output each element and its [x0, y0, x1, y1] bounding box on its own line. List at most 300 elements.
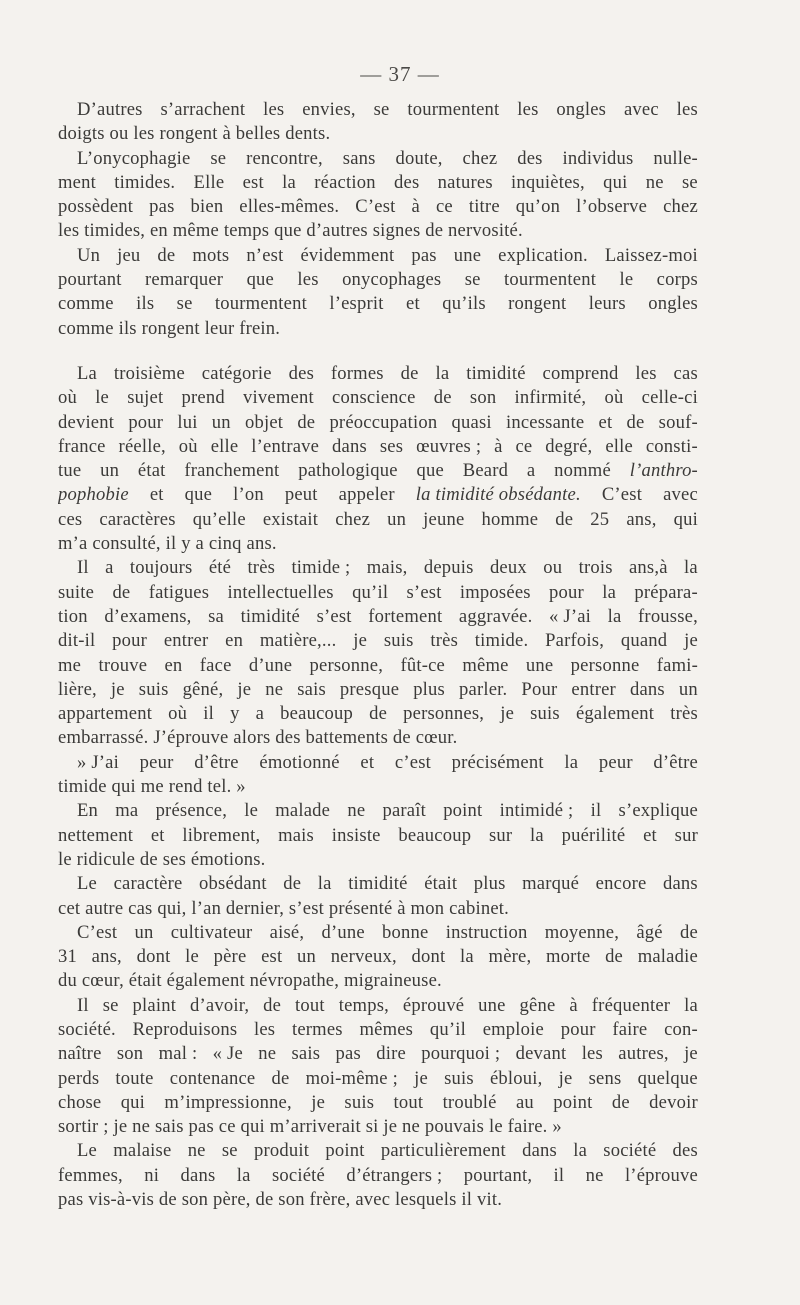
text-line	[58, 1188, 698, 1212]
word: je	[684, 1043, 698, 1065]
word: qu’elle	[192, 508, 246, 530]
text-line	[58, 775, 698, 799]
word: dans	[522, 1140, 557, 1162]
word: corps	[656, 269, 698, 291]
text-line	[58, 147, 698, 171]
word: de	[400, 362, 419, 384]
word: s’arrachent	[160, 99, 246, 120]
text-line	[58, 848, 698, 872]
word: qu’on	[515, 196, 561, 218]
line-text: sortir ; je ne sais pas ce qui m’arriverait si je ne pouvais le faire. »	[58, 1116, 562, 1138]
word: fatigues	[148, 581, 210, 603]
word: société	[271, 1164, 325, 1186]
word: de	[433, 387, 452, 409]
word: y	[230, 703, 240, 725]
word: les	[635, 362, 657, 384]
word: se	[102, 994, 119, 1016]
word: les	[581, 1043, 603, 1065]
word: depuis	[423, 557, 474, 579]
word: toujours	[129, 557, 193, 579]
word: bonne	[382, 921, 429, 943]
word: de	[605, 946, 624, 968]
word: possèdent	[58, 196, 134, 218]
word: de	[626, 411, 645, 433]
word: les	[297, 269, 319, 291]
word: et	[150, 824, 165, 846]
body-text	[58, 98, 698, 1212]
word: n’est	[246, 244, 284, 266]
text-line	[58, 1018, 698, 1042]
word: sans	[342, 147, 376, 169]
word: Parfois,	[545, 630, 605, 652]
word: ans,à	[628, 557, 668, 579]
word: à	[411, 196, 420, 218]
word: la	[460, 946, 474, 968]
word: sais	[297, 678, 326, 700]
word: formes	[330, 362, 384, 384]
word: fréquenter	[591, 994, 671, 1016]
text-line	[58, 799, 698, 823]
word: prépara-	[634, 581, 698, 603]
word: timidité	[348, 873, 408, 895]
line-text: embarrassé. J’éprouve alors des battements de cœur.	[58, 727, 458, 749]
text-line	[58, 386, 698, 410]
word: ne	[585, 1164, 604, 1186]
word: pophobie	[58, 484, 129, 506]
text-line	[58, 122, 698, 146]
word: bien	[190, 196, 224, 218]
text-line	[58, 581, 698, 605]
word: timides.	[114, 171, 176, 193]
word: éprouvé	[402, 994, 465, 1016]
word: ni	[144, 1164, 160, 1186]
word: » J’ai	[77, 751, 119, 773]
word: quelque	[637, 1067, 698, 1089]
word: doute,	[395, 147, 443, 169]
word: D’autres	[77, 99, 143, 120]
word: ce	[435, 196, 453, 218]
word: existait	[262, 508, 319, 530]
word: la	[236, 1164, 251, 1186]
word: l’on	[233, 484, 264, 506]
word: en	[164, 654, 183, 676]
word: le	[95, 387, 110, 409]
word: 31	[58, 946, 77, 968]
word: sa	[208, 605, 224, 627]
word: ongles	[556, 99, 607, 120]
word: la	[573, 1140, 588, 1162]
word: la timidité obsédante.	[415, 484, 581, 506]
word: perds	[58, 1067, 100, 1089]
word: homme	[481, 508, 539, 530]
word: qu’il	[429, 1018, 466, 1040]
word: pas	[335, 1043, 361, 1065]
word: avec	[623, 99, 659, 120]
word: où	[168, 703, 188, 725]
word: se	[176, 293, 193, 315]
word: mêmes	[359, 1018, 414, 1040]
word: rongent	[508, 293, 567, 315]
word: préoccupation	[329, 411, 438, 433]
text-line	[58, 508, 698, 532]
word: à	[494, 435, 503, 457]
word: un	[211, 411, 231, 433]
word: chez	[335, 508, 371, 530]
word: au	[515, 1091, 534, 1113]
word: été	[208, 557, 232, 579]
word: réaction	[314, 171, 376, 193]
word: con-	[664, 1018, 698, 1040]
word: dans	[629, 678, 665, 700]
word: infirmité,	[514, 387, 587, 409]
word: produit	[254, 1140, 310, 1162]
word: personnes,	[403, 703, 485, 725]
line-text: doigts ou les rongent à belles dents.	[58, 123, 331, 145]
word: et	[360, 751, 375, 773]
word: la	[602, 581, 617, 603]
word: société	[603, 1140, 657, 1162]
word: sais	[291, 1043, 321, 1065]
word: Reproduisons	[132, 1018, 238, 1040]
word: devient	[58, 411, 115, 433]
word: m’impressionne,	[164, 1091, 292, 1113]
word: peut	[284, 484, 318, 506]
word: elle	[210, 435, 239, 457]
word: son	[116, 1043, 144, 1065]
word: individus	[562, 147, 634, 169]
text-line	[58, 219, 698, 243]
word: timide.	[474, 630, 529, 652]
word: ans,	[626, 508, 657, 530]
word: incessante	[505, 411, 585, 433]
word: je	[684, 630, 698, 652]
text-line	[58, 969, 698, 993]
word: ans,	[91, 946, 122, 968]
word: de	[283, 873, 302, 895]
word: C’est	[355, 196, 396, 218]
word: fortement	[368, 605, 443, 627]
word: ne	[265, 678, 284, 700]
word: et	[643, 824, 657, 846]
word: je	[237, 678, 252, 700]
word: très	[430, 630, 459, 652]
word: je	[353, 630, 368, 652]
word: onycophages	[342, 269, 442, 291]
text-line	[58, 945, 698, 969]
line-text: le ridicule de ses émotions.	[58, 848, 266, 870]
word: dire	[376, 1043, 406, 1065]
word: chez	[663, 196, 698, 218]
word: suis	[138, 678, 169, 700]
word: intellectuelles	[227, 581, 334, 603]
word: suite	[58, 581, 95, 603]
word: timidité	[240, 605, 301, 627]
word: le	[244, 800, 259, 822]
word: dans	[180, 1164, 216, 1186]
word: trouve	[98, 654, 148, 676]
text-line	[58, 872, 698, 896]
word: présence,	[155, 800, 228, 822]
word: envies,	[302, 99, 356, 120]
page-number: — 37 —	[360, 62, 440, 86]
word: qui	[603, 171, 628, 193]
word: très	[670, 703, 698, 725]
word: parler.	[459, 678, 508, 700]
word: timidité	[466, 362, 526, 384]
word: son	[469, 387, 497, 409]
word: la	[684, 557, 698, 579]
word: une	[478, 994, 506, 1016]
word: dont	[411, 946, 446, 968]
word: librement,	[182, 824, 261, 846]
line-text: timide qui me rend tel. »	[58, 776, 246, 798]
word: ne	[187, 1140, 206, 1162]
word: aggravée.	[458, 605, 533, 627]
word: avec	[663, 484, 698, 506]
word: de	[555, 508, 574, 530]
word: comprend	[542, 362, 619, 384]
word: nerveux,	[330, 946, 397, 968]
word: d’étrangers ;	[346, 1164, 443, 1186]
word: des	[517, 147, 543, 169]
word: dans	[662, 873, 698, 895]
word: lière,	[58, 678, 97, 700]
word: était	[424, 873, 458, 895]
word: femmes,	[58, 1164, 123, 1186]
word: qu’ils	[442, 293, 486, 315]
word: de	[271, 1067, 290, 1089]
word: les	[676, 99, 698, 120]
word: une	[525, 654, 554, 676]
word: que	[416, 460, 444, 482]
text-line	[58, 1139, 698, 1163]
word: dont	[136, 946, 171, 968]
text-line	[58, 195, 698, 219]
word: et	[406, 293, 420, 315]
text-line	[58, 292, 698, 316]
word: trois	[578, 557, 613, 579]
word: deux	[489, 557, 527, 579]
word: de	[369, 703, 388, 725]
word: L’onycophagie	[77, 147, 191, 169]
text-line	[58, 897, 698, 921]
word: matière,...	[259, 630, 337, 652]
word: s’explique	[618, 800, 698, 822]
word: que	[184, 484, 213, 506]
word: émotionné	[259, 751, 340, 773]
line-text: pas vis-à-vis de son père, de son frère, avec lesquels il vit.	[58, 1189, 503, 1211]
text-line	[58, 702, 698, 726]
word: entrer	[571, 678, 616, 700]
word: contenance	[169, 1067, 256, 1089]
word: l’esprit	[329, 293, 384, 315]
word: des	[672, 1140, 698, 1162]
word: Le	[77, 1140, 98, 1162]
word: C’est	[77, 921, 118, 943]
word: ébloui,	[489, 1067, 543, 1089]
word: pourtant	[58, 269, 122, 291]
word: Elle	[193, 171, 225, 193]
word: a	[255, 703, 265, 725]
word: âgé	[636, 921, 663, 943]
word: sur	[674, 824, 698, 846]
text-line	[58, 1067, 698, 1091]
word: beaucoup	[280, 703, 354, 725]
word: un	[297, 946, 317, 968]
word: d’avoir,	[190, 994, 250, 1016]
word: tourmentent	[504, 269, 597, 291]
word: gêne	[519, 994, 556, 1016]
word: est	[261, 946, 283, 968]
word: qui	[673, 508, 698, 530]
word: plaint	[132, 994, 177, 1016]
word: d’examens,	[104, 605, 192, 627]
word: intimidé ;	[499, 800, 574, 822]
line-text: cet autre cas qui, l’an dernier, s’est présenté à mon cabinet.	[58, 897, 509, 919]
text-line	[58, 1164, 698, 1188]
word: la	[607, 605, 622, 627]
word: un	[387, 508, 407, 530]
word: les	[253, 1018, 276, 1040]
word: nommé	[554, 460, 611, 482]
word: emploie	[482, 1018, 544, 1040]
word: de	[297, 411, 316, 433]
word: « J’ai	[549, 605, 592, 627]
word: ces	[58, 508, 83, 530]
word: je	[500, 703, 515, 725]
text-line	[58, 317, 698, 341]
text-line	[58, 726, 698, 750]
word: leurs	[588, 293, 626, 315]
word: il	[553, 1164, 565, 1186]
word: Il	[77, 994, 89, 1016]
text-line	[58, 629, 698, 653]
word: beaucoup	[398, 824, 472, 846]
word: C’est	[601, 484, 643, 506]
word: réelle,	[118, 435, 166, 457]
word: chez	[462, 147, 498, 169]
word: caractère	[113, 873, 183, 895]
word: natures	[437, 171, 493, 193]
word: se	[373, 99, 390, 120]
text-line	[58, 605, 698, 629]
word: c’est	[394, 751, 431, 773]
word: puérilité	[561, 824, 626, 846]
word: se	[464, 269, 481, 291]
word: france	[58, 435, 106, 457]
word: entrer	[163, 630, 209, 652]
word: et	[598, 411, 613, 433]
word: l’entrave	[251, 435, 320, 457]
word: ma	[115, 800, 139, 822]
word: pas	[411, 244, 437, 266]
text-line	[58, 98, 698, 122]
word: Le	[77, 873, 98, 895]
word: faire	[612, 1018, 648, 1040]
word: troublé	[442, 1091, 497, 1113]
word: il	[203, 703, 214, 725]
word: pour	[560, 1018, 596, 1040]
word: malade	[275, 800, 331, 822]
word: ment	[58, 171, 96, 193]
word: point	[553, 1091, 593, 1113]
word: La	[77, 362, 98, 384]
word: particulièrement	[380, 1140, 506, 1162]
text-line	[58, 171, 698, 195]
word: celle-ci	[641, 387, 698, 409]
text-line	[58, 435, 698, 459]
word: pour	[549, 581, 584, 603]
text-line	[58, 654, 698, 678]
word: appartement	[58, 703, 153, 725]
word: devoir	[649, 1091, 698, 1113]
word: ce	[515, 435, 533, 457]
text-line	[58, 459, 698, 483]
text-line	[58, 678, 698, 702]
word: elles-mêmes.	[239, 196, 340, 218]
word: et	[149, 484, 164, 506]
word: la	[435, 362, 450, 384]
text-line	[58, 532, 698, 556]
word: suis	[530, 703, 560, 725]
word: presque	[339, 678, 400, 700]
word: société.	[58, 1018, 116, 1040]
word: fami-	[656, 654, 698, 676]
word: explication.	[498, 244, 588, 266]
word: Il	[77, 557, 89, 579]
word: tourmentent	[214, 293, 307, 315]
word: lui	[177, 411, 198, 433]
word: tion	[58, 605, 88, 627]
word: de	[679, 921, 698, 943]
word: pourquoi ;	[421, 1043, 501, 1065]
word: moi-même ;	[305, 1067, 398, 1089]
word: état	[137, 460, 166, 482]
word: jeune	[423, 508, 465, 530]
word: vivement	[243, 387, 314, 409]
word: gêné,	[182, 678, 224, 700]
word: qu’il	[352, 581, 389, 603]
word: plus	[413, 678, 445, 700]
word: franchement	[184, 460, 280, 482]
text-line	[58, 1115, 698, 1139]
word: mère,	[488, 946, 532, 968]
word: En	[77, 800, 99, 822]
word: de	[611, 1091, 630, 1113]
word: souf-	[658, 411, 698, 433]
word: la	[317, 873, 332, 895]
word: de	[112, 581, 131, 603]
word: aisé,	[269, 921, 305, 943]
word: mais,	[366, 557, 408, 579]
word: conscience	[332, 387, 416, 409]
word: maladie	[637, 946, 698, 968]
word: autres,	[618, 1043, 669, 1065]
text-line	[58, 244, 698, 268]
word: appeler	[338, 484, 395, 506]
word: moyenne,	[544, 921, 620, 943]
text-line	[58, 1042, 698, 1066]
word: Pour	[521, 678, 558, 700]
word: termes	[291, 1018, 343, 1040]
word: tout	[393, 1091, 424, 1113]
word: suis	[444, 1067, 474, 1089]
word: de	[263, 994, 282, 1016]
word: peur	[598, 751, 633, 773]
word: quand	[620, 630, 668, 652]
word: dans	[332, 435, 367, 457]
word: se	[210, 147, 227, 169]
